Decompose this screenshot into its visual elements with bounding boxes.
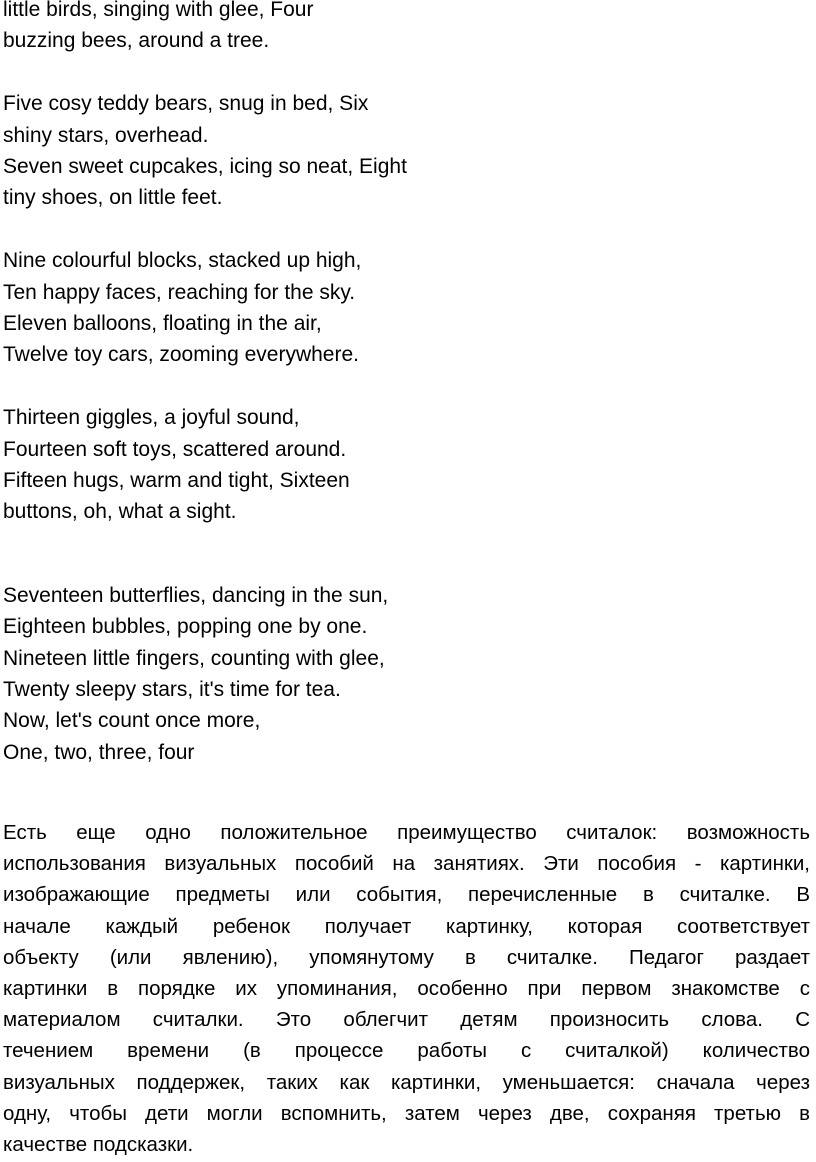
poem-line: One, two, three, four xyxy=(3,740,195,764)
poem-line: Fourteen soft toys, scattered around. xyxy=(3,437,347,461)
paragraph-line: начале каждый ребенок получает картинку, которая соответствует xyxy=(3,914,810,938)
poem-line: buttons, oh, what a sight. xyxy=(3,500,237,524)
poem-line: Ten happy faces, reaching for the sky. xyxy=(3,280,356,304)
paragraph-line: Есть еще одно положительное преимущество считалок: возможность xyxy=(3,821,810,844)
poem-line: Five cosy teddy bears, snug in bed, Six xyxy=(3,92,369,116)
paragraph-line: течением времени (в процессе работы с считалкой) количество xyxy=(3,1039,810,1063)
stanza-gap xyxy=(3,528,803,580)
russian-paragraph xyxy=(3,817,810,1160)
paragraph-line: картинки в порядке их упоминания, особенно при первом знакомстве с xyxy=(3,977,810,1001)
poem-line: shiny stars, overhead. xyxy=(3,123,209,147)
poem-line: tiny shoes, on little feet. xyxy=(3,186,223,210)
stanza-gap xyxy=(3,371,803,402)
stanza-gap xyxy=(3,57,803,88)
poem-line: Nine colourful blocks, stacked up high, xyxy=(3,249,362,273)
poem-line: Seven sweet cupcakes, icing so neat, Eight xyxy=(3,155,407,179)
poem-line: Eighteen bubbles, popping one by one. xyxy=(3,615,368,639)
paragraph-line: объекту (или явлению), упомянутому в считалке. Педагог раздает xyxy=(3,945,810,969)
poem-line: Eleven balloons, floating in the air, xyxy=(3,312,322,336)
poem-line: Nineteen little fingers, counting with glee, xyxy=(3,646,385,670)
poem-line: Thirteen giggles, a joyful sound, xyxy=(3,406,300,430)
paragraph-line: качестве подсказки. xyxy=(3,1133,194,1157)
poem-line: Seventeen butterflies, dancing in the sun, xyxy=(3,583,389,607)
paragraph-line: использования визуальных пособий на занятиях. Эти пособия - картинки, xyxy=(3,852,810,876)
paragraph-line: визуальных поддержек, таких как картинки, уменьшается: сначала через xyxy=(3,1070,810,1094)
paragraph-line: одну, чтобы дети могли вспомнить, затем через две, сохраняя третью в xyxy=(3,1101,810,1125)
paragraph-line: материалом считалки. Это облегчит детям произносить слова. С xyxy=(3,1008,810,1032)
poem-line: buzzing bees, around a tree. xyxy=(3,29,270,53)
paragraph-line: изображающие предметы или события, перечисленные в считалке. В xyxy=(3,883,810,907)
poem-line: Fifteen hugs, warm and tight, Sixteen xyxy=(3,469,350,493)
counting-poem xyxy=(3,0,803,768)
poem-line: Twenty sleepy stars, it's time for tea. xyxy=(3,678,341,702)
poem-line: Now, let's count once more, xyxy=(3,709,261,733)
poem-line: little birds, singing with glee, Four xyxy=(3,0,314,21)
poem-line: Twelve toy cars, zooming everywhere. xyxy=(3,343,359,367)
stanza-gap xyxy=(3,214,803,245)
